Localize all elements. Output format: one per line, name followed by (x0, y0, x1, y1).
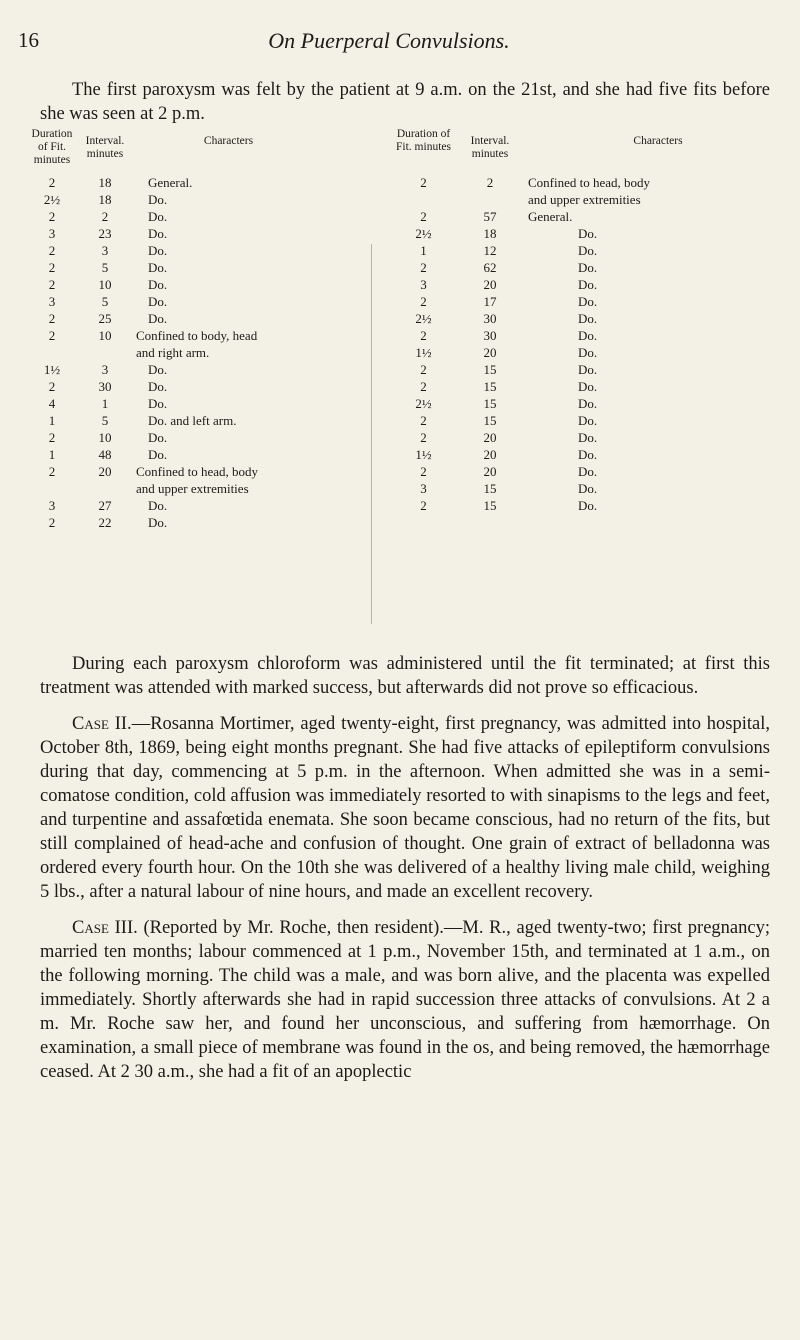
cell-duration: 1 (48, 447, 56, 462)
cell-interval: 1 (101, 396, 109, 411)
cell-duration: 3 (420, 277, 427, 292)
cell-characters: Do. (578, 243, 598, 258)
cell-duration: 2 (420, 209, 427, 224)
header-interval-right: Interval. minutes (470, 135, 510, 160)
cell-interval: 30 (98, 379, 112, 394)
header-duration-left: Duration of Fit. minutes (31, 128, 73, 166)
cell-characters: Do. (578, 311, 598, 326)
cell-duration: 2 (420, 328, 427, 343)
cell-characters: Confined to body, head (136, 328, 258, 343)
cell-interval: 20 (483, 464, 497, 479)
cell-characters: Confined to head, body (528, 175, 651, 190)
cell-characters: Do. (148, 294, 168, 309)
cell-duration: 3 (420, 481, 427, 496)
cell-interval: 15 (483, 362, 497, 377)
cell-interval: 10 (98, 328, 112, 343)
cell-interval: 5 (101, 260, 109, 275)
cell-interval: 15 (483, 379, 497, 394)
cell-interval: 12 (483, 243, 497, 258)
cell-characters: Do. (578, 498, 598, 513)
cell-interval: 2 (486, 175, 494, 190)
cell-characters: Do. (148, 311, 168, 326)
cell-interval: 15 (483, 498, 497, 513)
cell-interval: 15 (483, 481, 497, 496)
paragraph-chloroform: During each paroxysm chloroform was administered until the fit terminated; at first this treatment was attended with marked success, but afterwards did not prove so efficacious. (40, 654, 770, 698)
cell-characters: Do. (148, 192, 168, 207)
cell-duration: 2 (48, 328, 56, 343)
cell-duration: 2 (420, 464, 427, 479)
paragraph-case-2 (40, 712, 770, 904)
cell-characters: Do. (578, 277, 598, 292)
cell-interval: 20 (483, 345, 497, 360)
cell-characters: Do. (148, 260, 168, 275)
convulsion-table (28, 128, 788, 638)
header-interval-left: Interval. minutes (85, 135, 125, 160)
case-2-text: —Rosanna Mortimer, aged twenty-eight, first pregnancy, was admitted into hospital, October 8th, 1869, being eight months pregnant. She had five attacks of epileptiform convulsions during that day, commencing at 5 p.m. in the afternoon. When admitted she was in a semi-comatose condition, cold affusion was immediately resorted to with sinapisms to the legs and feet, and turpentine and assafœtida enemata. She soon became conscious, had no return of the fits, but still complained of head-ache and confusion of thought. One grain of extract of belladonna was ordered every fourth hour. On the 10th she was delivered of a healthy living male child, weighing 5 lbs., after a natural labour of nine hours, and made an excellent recovery. (40, 714, 770, 902)
cell-characters: General. (528, 209, 573, 224)
cell-interval: 48 (98, 447, 112, 462)
column-divider (371, 244, 372, 624)
cell-interval: 17 (483, 294, 497, 309)
cell-duration: 2½ (43, 192, 61, 207)
cell-characters: Do. (578, 294, 598, 309)
cell-characters: Do. (148, 447, 168, 462)
cell-duration: 2 (48, 515, 56, 530)
cell-characters: Do. (148, 430, 168, 445)
cell-interval: 57 (483, 209, 497, 224)
cell-interval: 23 (98, 226, 112, 241)
cell-interval: 5 (101, 413, 109, 428)
cell-duration: 2 (420, 260, 427, 275)
cell-duration: 1 (420, 243, 427, 258)
case-2-label: Case II. (72, 714, 132, 734)
table-left-half (28, 128, 368, 638)
cell-duration: 2 (48, 464, 56, 479)
cell-characters: and right arm. (136, 345, 210, 360)
cell-duration: 2 (48, 175, 56, 190)
cell-duration: 3 (48, 498, 56, 513)
cell-characters: Do. (148, 277, 168, 292)
cell-interval: 62 (483, 260, 497, 275)
cell-interval: 20 (483, 430, 497, 445)
cell-duration: 4 (48, 396, 56, 411)
body-text (40, 652, 770, 1096)
cell-characters: Do. (578, 464, 598, 479)
cell-characters: Do. (578, 396, 598, 411)
cell-interval: 10 (98, 430, 112, 445)
cell-duration: 2 (420, 362, 427, 377)
intro-paragraph (40, 78, 770, 126)
cell-characters: Do. (578, 345, 598, 360)
cell-duration: 3 (48, 226, 56, 241)
cell-duration: 2 (48, 243, 56, 258)
cell-characters: and upper extremities (528, 192, 641, 207)
cell-interval: 20 (483, 447, 497, 462)
paragraph-case-3 (40, 916, 770, 1084)
cell-characters: Do. (578, 260, 598, 275)
cell-duration: 2½ (415, 226, 432, 241)
cell-interval: 20 (483, 277, 497, 292)
cell-duration: 1½ (415, 345, 432, 360)
cell-duration: 2 (48, 311, 56, 326)
cell-characters: General. (148, 175, 193, 190)
cell-duration: 2½ (415, 311, 432, 326)
cell-duration: 2 (420, 413, 427, 428)
page-header (18, 28, 760, 58)
cell-duration: 2 (48, 209, 56, 224)
cell-duration: 1½ (43, 362, 61, 377)
header-characters-right: Characters (633, 135, 683, 147)
header-duration-right: Duration of Fit. minutes (396, 128, 451, 153)
cell-duration: 2 (48, 260, 56, 275)
cell-characters: Do. (578, 379, 598, 394)
cell-characters: Do. (578, 362, 598, 377)
header-characters-left: Characters (203, 135, 254, 147)
cell-characters: Do. (578, 481, 598, 496)
case-3-label: Case III. (72, 918, 138, 938)
cell-characters: Do. (148, 515, 168, 530)
cell-characters: Do. (578, 413, 598, 428)
cell-duration: 2½ (415, 396, 432, 411)
cell-duration: 2 (420, 379, 427, 394)
cell-interval: 30 (483, 311, 497, 326)
cell-interval: 3 (101, 243, 109, 258)
cell-characters: Do. (148, 396, 168, 411)
intro-text: The first paroxysm was felt by the patient at 9 a.m. on the 21st, and she had five fits before she was seen at 2 p.m. (40, 80, 770, 124)
cell-interval: 5 (101, 294, 109, 309)
cell-characters: Do. (148, 362, 168, 377)
cell-duration: 2 (420, 175, 427, 190)
cell-characters: Do. (148, 243, 168, 258)
cell-duration: 2 (48, 430, 56, 445)
cell-interval: 18 (98, 192, 112, 207)
case-3-text: (Reported by Mr. Roche, then resident).—M. R., aged twenty-two; first pregnancy; married ten months; labour commenced at 1 p.m., November 15th, and terminated at 1 a.m., on the following morning. The child was a male, and was born alive, and the placenta was expelled immediately. Shortly afterwards she had in rapid succession three attacks of convulsions. At 2 a m. Mr. Roche saw her, and found her unconscious, and suffering from hæmorrhage. On examination, a small piece of membrane was found in the os, and being removed, the hæmorrhage ceased. At 2 30 a.m., she had a fit of an apoplectic (40, 918, 770, 1082)
cell-characters: and upper extremities (136, 481, 249, 496)
running-title: On Puerperal Convulsions. (268, 28, 510, 53)
cell-characters: Do. and left arm. (148, 413, 237, 428)
cell-duration: 1½ (415, 447, 432, 462)
cell-interval: 3 (101, 362, 109, 377)
cell-interval: 20 (98, 464, 112, 479)
cell-characters: Confined to head, body (136, 464, 259, 479)
cell-duration: 2 (420, 430, 427, 445)
cell-characters: Do. (578, 328, 598, 343)
cell-characters: Do. (578, 430, 598, 445)
cell-duration: 2 (48, 277, 56, 292)
cell-duration: 3 (48, 294, 56, 309)
cell-characters: Do. (578, 447, 598, 462)
cell-interval: 15 (483, 396, 497, 411)
page-number: 16 (18, 28, 39, 52)
cell-duration: 2 (48, 379, 56, 394)
cell-characters: Do. (578, 226, 598, 241)
cell-interval: 30 (483, 328, 497, 343)
table-right-half (378, 128, 788, 638)
cell-interval: 22 (98, 515, 112, 530)
cell-interval: 18 (483, 226, 497, 241)
cell-interval: 2 (101, 209, 109, 224)
cell-duration: 2 (420, 294, 427, 309)
cell-characters: Do. (148, 379, 168, 394)
cell-characters: Do. (148, 209, 168, 224)
cell-interval: 15 (483, 413, 497, 428)
cell-interval: 27 (98, 498, 112, 513)
cell-characters: Do. (148, 226, 168, 241)
cell-interval: 25 (98, 311, 112, 326)
cell-interval: 10 (98, 277, 112, 292)
cell-duration: 2 (420, 498, 427, 513)
cell-duration: 1 (48, 413, 56, 428)
cell-interval: 18 (98, 175, 112, 190)
cell-characters: Do. (148, 498, 168, 513)
